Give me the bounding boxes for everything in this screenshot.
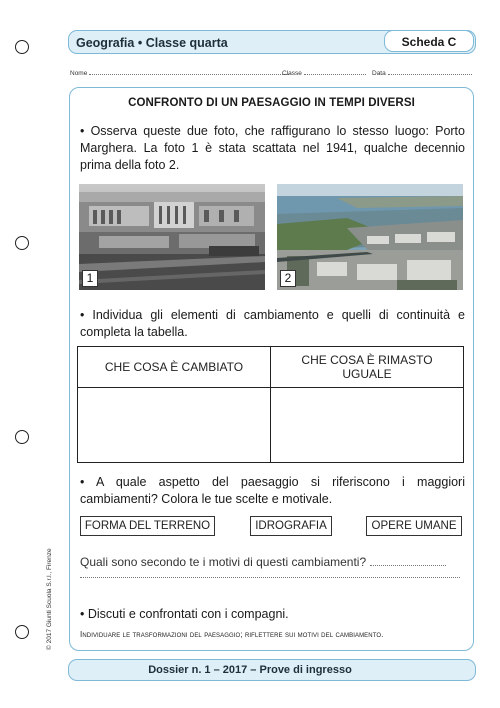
table-task-text: • Individua gli elementi di cambiamento e quelli di continuità e completa la tabella.: [80, 308, 465, 339]
class-line[interactable]: [304, 68, 366, 75]
worksheet-title: CONFRONTO DI UN PAESAGGIO IN TEMPI DIVERSI: [128, 97, 415, 109]
unchanged-answer-cell[interactable]: [271, 388, 464, 463]
objective-text: Individuare le trasformazioni del paesaggio; riflettere sui motivi del cambiamento.: [80, 630, 384, 639]
binder-hole: [15, 430, 29, 444]
photo-number: 1: [82, 270, 98, 287]
name-label: Nome: [70, 70, 88, 77]
date-field[interactable]: [372, 68, 472, 77]
photo-number: 2: [280, 270, 296, 287]
option-idrografia[interactable]: IDROGRAFIA: [250, 516, 332, 536]
binder-hole: [15, 236, 29, 250]
header-title: [76, 36, 228, 50]
date-label: Data: [372, 70, 386, 77]
header-bullet: •: [137, 36, 143, 50]
intro-text: • Osserva queste due foto, che raffigurano lo stesso luogo: Porto Marghera. La foto 1 è stata scattata nel 1941, qualche decennio prima della foto 2.: [80, 124, 465, 172]
answer-line-2[interactable]: [80, 565, 462, 583]
option-forma-del-terreno[interactable]: FORMA DEL TERRENO: [80, 516, 215, 536]
binder-hole: [15, 40, 29, 54]
sheet-label: Scheda C: [384, 30, 474, 52]
photo-1941: [79, 184, 265, 290]
photo-1941-image: [79, 184, 265, 290]
binder-hole: [15, 625, 29, 639]
class-field[interactable]: [282, 68, 366, 77]
copyright-text: © 2017 Giunti Scuola S.r.l., Firenze: [46, 548, 53, 650]
photo-recent: [277, 184, 463, 290]
photo-recent-image: [277, 184, 463, 290]
name-field[interactable]: [70, 68, 289, 77]
discuss-text: • Discuti e confrontati con i compagni.: [80, 607, 289, 621]
aspect-task-text: • A quale aspetto del paesaggio si riferiscono i maggiori cambiamenti? Colora le tue scelte e motivale.: [80, 475, 465, 506]
comparison-table: [77, 346, 464, 463]
header-subject: Geografia: [76, 36, 135, 50]
changed-answer-cell[interactable]: [78, 388, 271, 463]
column-header-unchanged: CHE COSA È RIMASTO UGUALE: [271, 347, 464, 388]
class-label: Classe: [282, 70, 302, 77]
option-opere-umane[interactable]: OPERE UMANE: [366, 516, 462, 536]
header-class: Classe quarta: [145, 36, 228, 50]
name-line[interactable]: [89, 68, 289, 75]
date-line[interactable]: [388, 68, 472, 75]
question-text: Quali sono secondo te i motivi di questi cambiamenti?: [80, 555, 367, 569]
footer-dossier: Dossier n. 1 – 2017 – Prove di ingresso: [148, 664, 352, 676]
column-header-changed: CHE COSA È CAMBIATO: [78, 347, 271, 388]
